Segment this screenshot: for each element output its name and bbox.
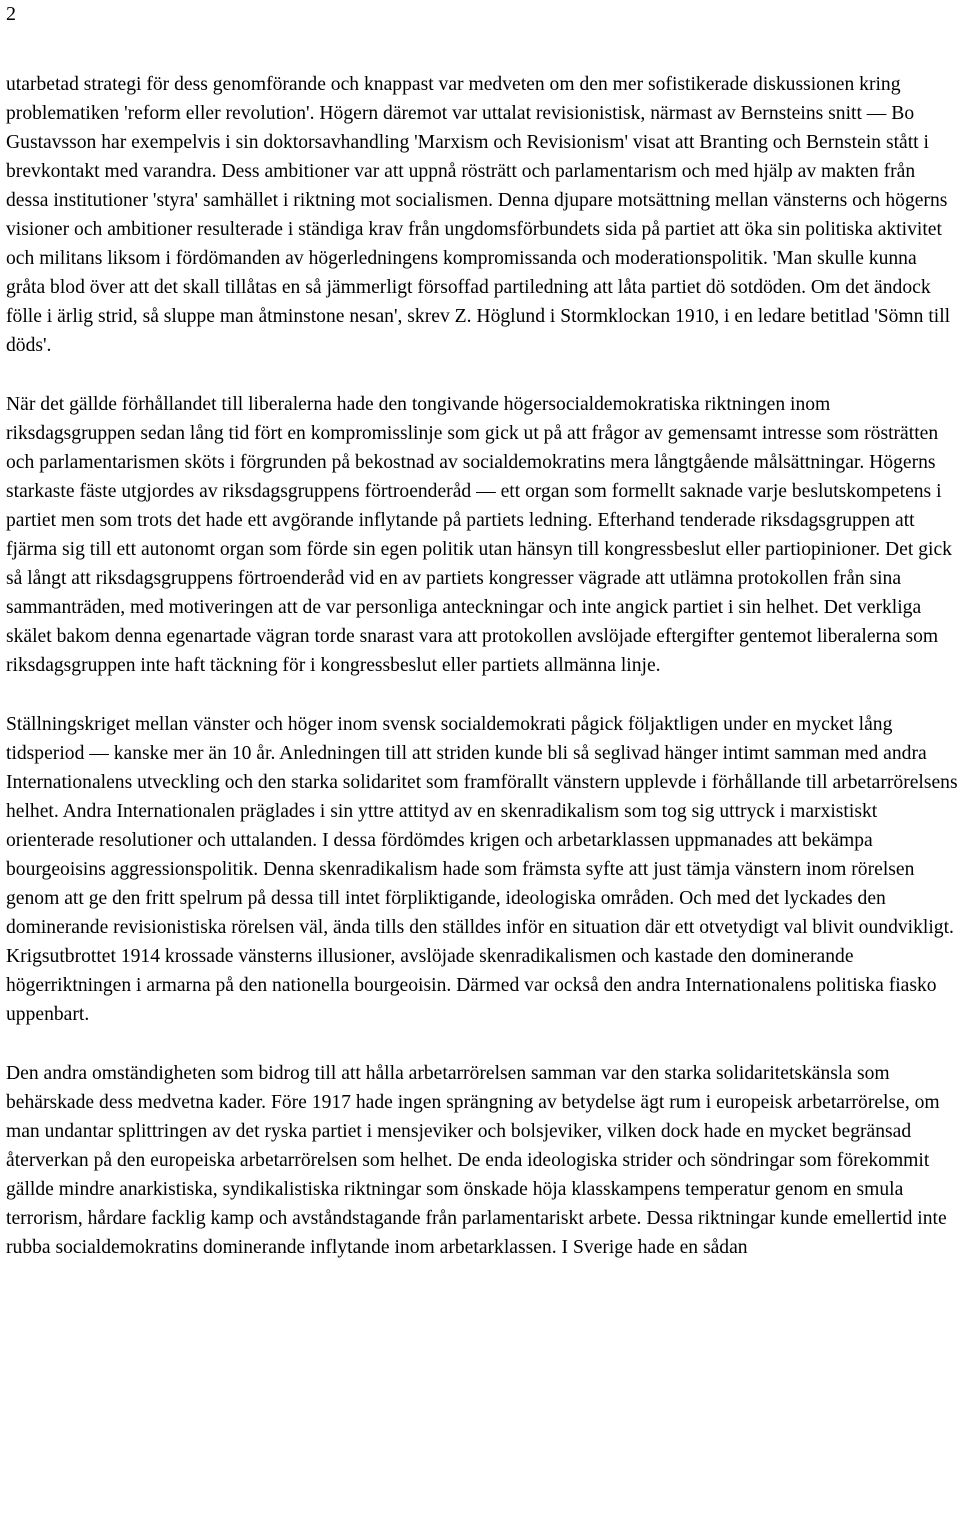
paragraph-4: Den andra omständigheten som bidrog till att hålla arbetarrörelsen samman var den starka solidaritetskänsla som behärskade dess medvetna kader. Före 1917 hade ingen sprängning av betydelse ägt rum i europeisk arbetarrörelse, om man undantar splittringen av det ryska partiet i mensjeviker och bolsjeviker, vilken dock hade en mycket begränsad återverkan på den europeiska arbetarrörelsen som helhet. De enda ideologiska strider och söndringar som förekommit gällde mindre anarkistiska, syndikalistiska riktningar som önskade höja klasskampens temperatur genom en smula terrorism, hårdare facklig kamp och avståndstagande från parlamentariskt arbete. Dessa riktningar kunde emellertid inte rubba socialdemokratins dominerande inflytande inom arbetarklassen. I Sverige hade en sådan: [6, 1063, 947, 1258]
paragraph-2: När det gällde förhållandet till liberalerna hade den tongivande högersocialdemokratiska riktningen inom riksdagsgruppen sedan lång tid fört en kompromisslinje som gick ut på att frågor av gemensamt intresse som rösträtten och parlamentarismen sköts i förgrunden på bekostnad av socialdemokratins mera långtgående målsättningar. Högerns starkaste fäste utgjordes av riksdagsgruppens förtroenderåd — ett organ som formellt saknade varje beslutskompetens i partiet men som trots det hade ett avgörande inflytande på partiets ledning. Efterhand tenderade riksdagsgruppen att fjärma sig till ett autonomt organ som förde sin egen politik utan hänsyn till kongressbeslut eller partiopinioner. Det gick så långt att riksdagsgruppens förtroenderåd vid en av partiets kongresser vägrade att utlämna protokollen från sina sammanträden, med motiveringen att de var personliga anteckningar och inte angick partiet i sin helhet. Det verkliga skälet bakom denna egenartade vägran torde snarast vara att protokollen avslöjade eftergifter gentemot liberalerna som riksdagsgruppen inte haft täckning för i kongressbeslut eller partiets allmänna linje.: [6, 394, 952, 676]
paragraph-1: utarbetad strategi för dess genomförande och knappast var medveten om den mer sofistikerade diskussionen kring problematiken 'reform eller revolution'. Högern däremot var uttalat revisionistisk, närmast av Bernsteins snitt — Bo Gustavsson har exempelvis i sin doktorsavhandling 'Marxism och Revisionism' visat att Branting och Bernstein stått i brevkontakt med varandra. Dess ambitioner var att uppnå rösträtt och parlamentarism och med hjälp av makten från dessa institutioner 'styra' samhället i riktning mot socialismen. Denna djupare motsättning mellan vänsterns och högerns visioner och ambitioner resulterade i ständiga krav från ungdomsförbundets sida på partiet att öka sin politiska aktivitet och militans liksom i fördömanden av högerledningens kompromissanda och moderationspolitik. 'Man skulle kunna gråta blod över att det skall tillåtas en så jämmerligt försoffad partiledning att låta partiet dö sotdöden. Om det ändock fölle i ärlig strid, så sluppe man åtminstone nesan', skrev Z. Höglund i Stormklockan 1910, i en ledare betitlad 'Sömn till döds'.: [6, 74, 951, 356]
page-number: 2: [6, 3, 16, 25]
paragraph-3: Ställningskriget mellan vänster och höger inom svensk socialdemokrati pågick följaktligen under en mycket lång tidsperiod — kanske mer än 10 år. Anledningen till att striden kunde bli så seglivad hänger intimt samman med andra Internationalens utveckling och den starka solidaritet som framförallt vänstern upplevde i förhållande till arbetarrörelsens helhet. Andra Internationalen präglades i sin yttre attityd av en skenradikalism som tog sig uttryck i marxistiskt orienterade resolutioner och uttalanden. I dessa fördömdes krigen och arbetarklassen uppmanades att bekämpa bourgeoisins aggressionspolitik. Denna skenradikalism hade som främsta syfte att just tämja vänstern inom rörelsen genom att ge den fritt spelrum på dessa till intet förpliktigande, ideologiska områden. Och med det lyckades den dominerande revisionistiska rörelsen väl, ända tills den ställdes inför en situation där ett otvetydigt val blivit oundvikligt. Krigsutbrottet 1914 krossade vänsterns illusioner, avslöjade skenradikalismen och kastade den dominerande högerriktningen i armarna på den nationella bourgeoisin. Därmed var också den andra Internationalens politiska fiasko uppenbart.: [6, 714, 958, 1025]
document-body: [6, 70, 958, 1292]
